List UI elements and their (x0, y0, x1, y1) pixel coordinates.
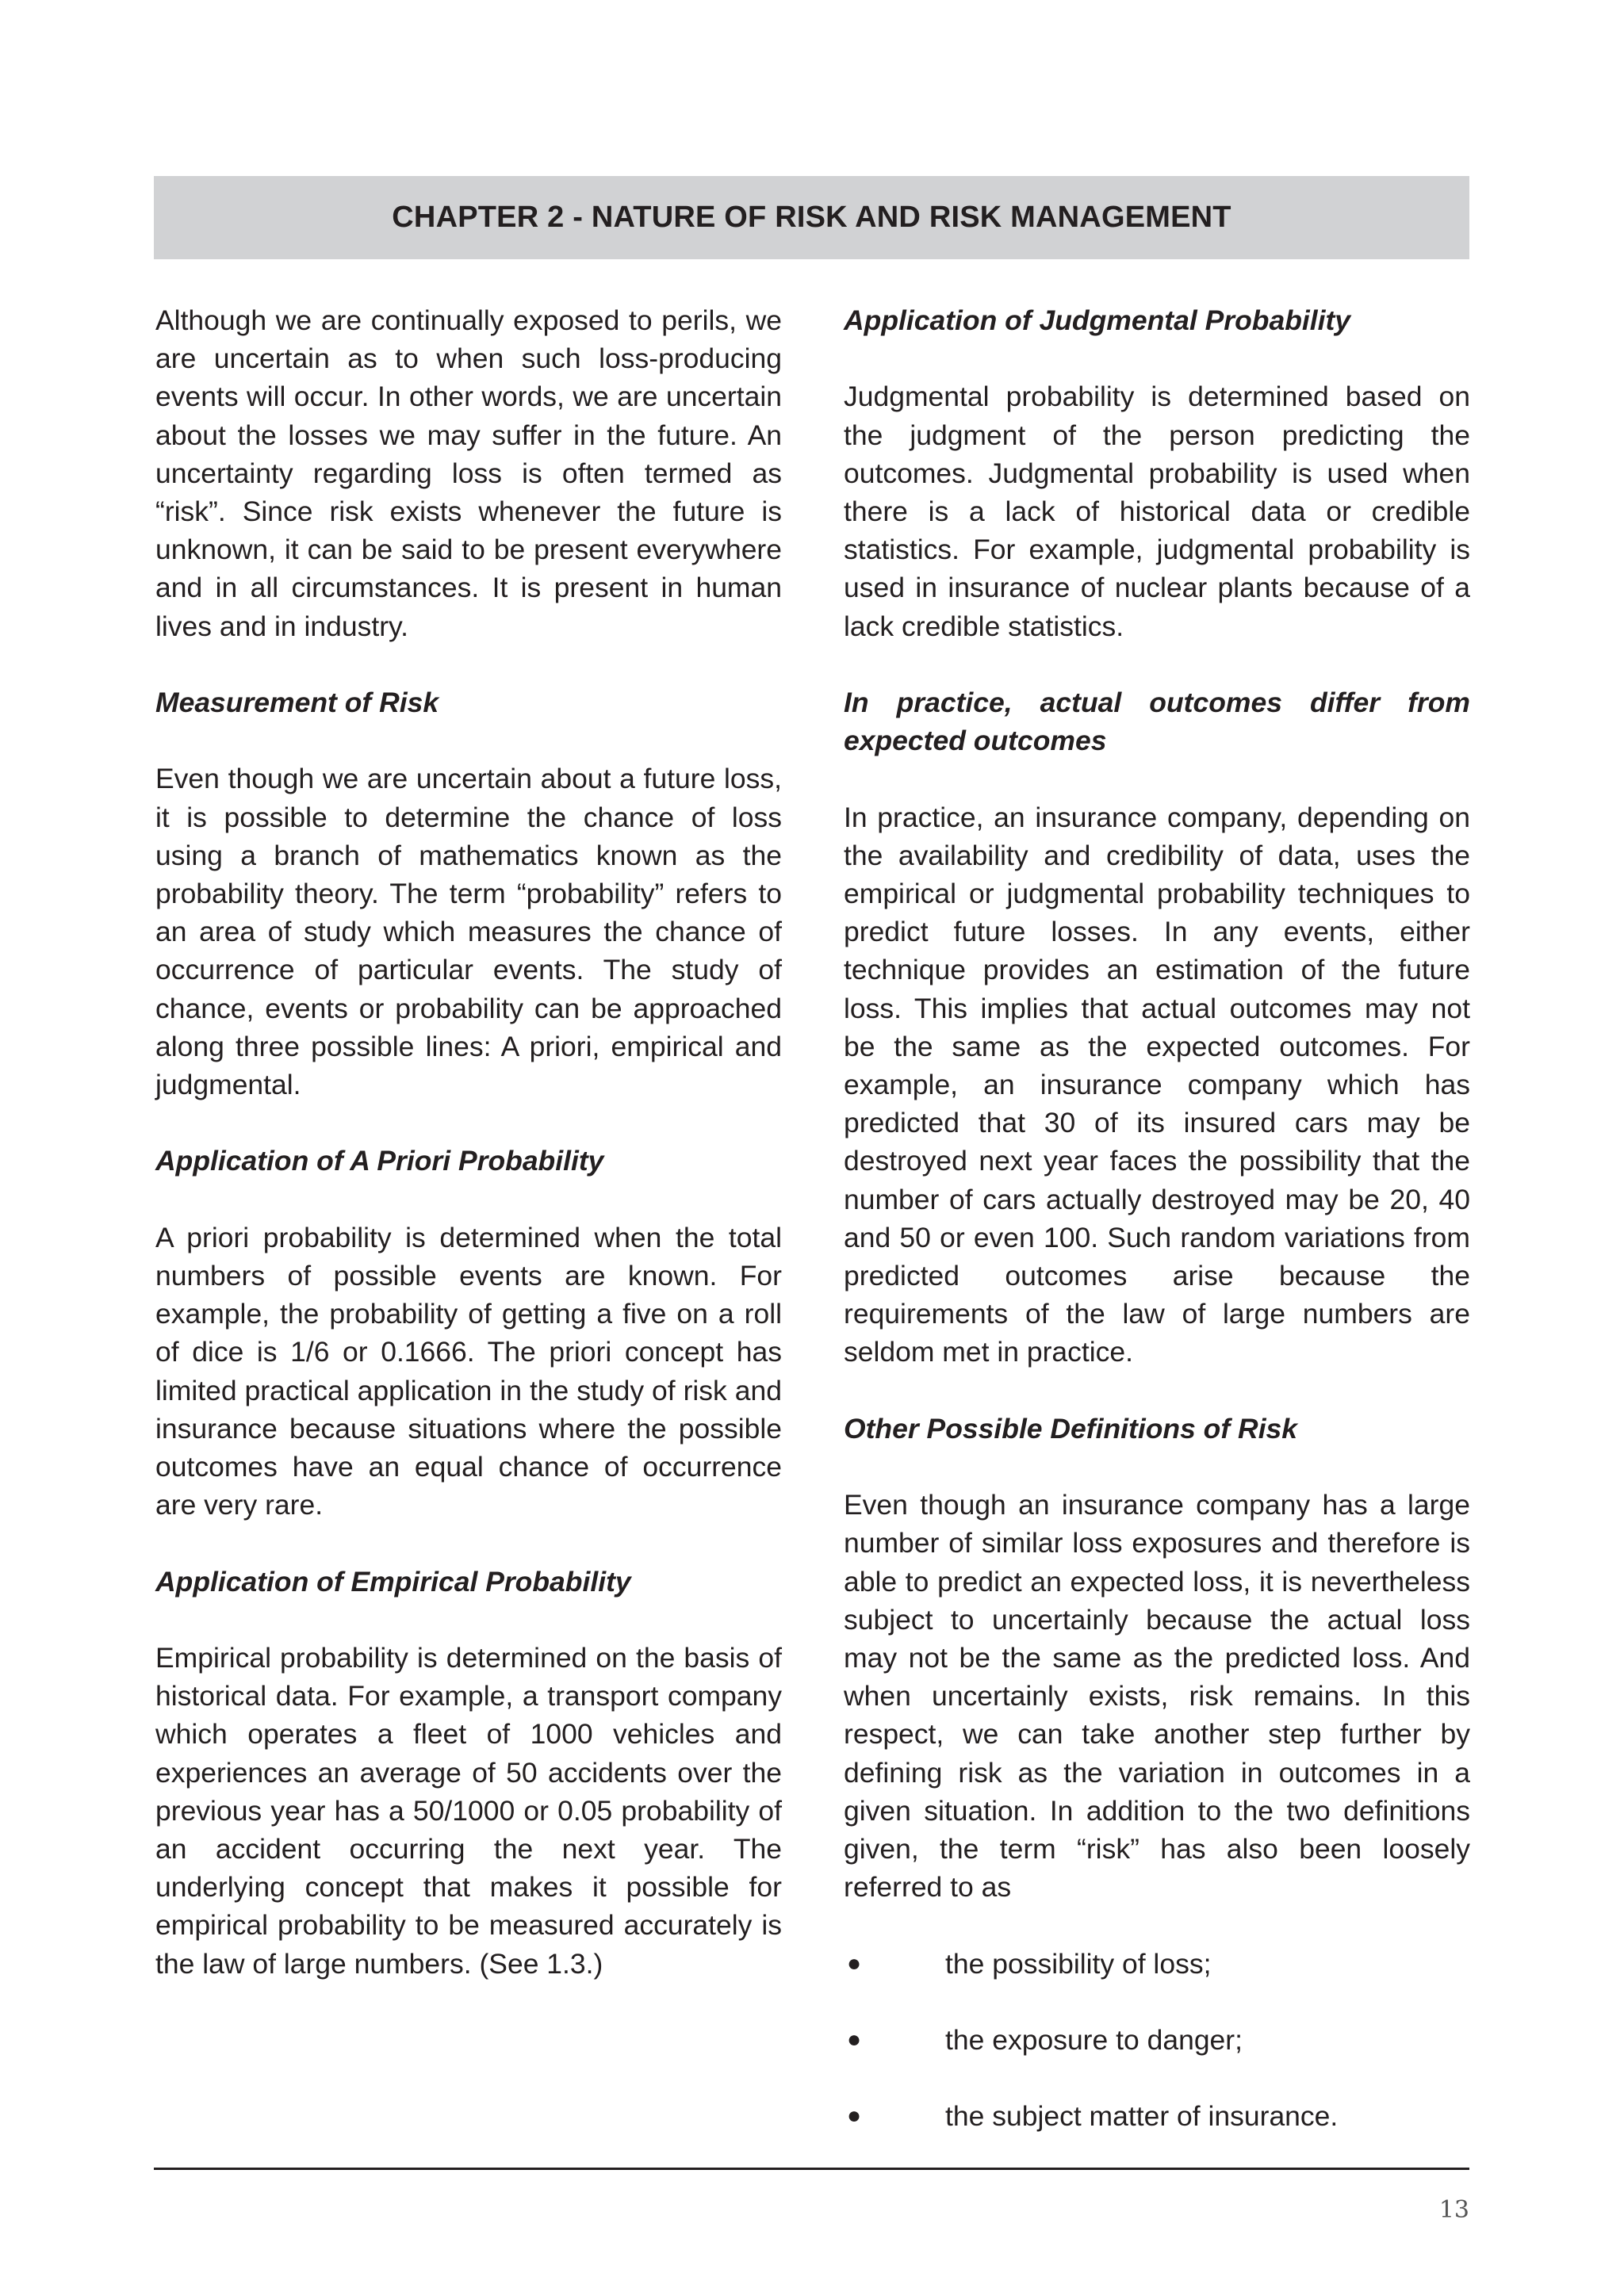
bullet-icon: ● (847, 2103, 862, 2130)
apriori-heading: Application of A Priori Probability (155, 1145, 604, 1177)
other-definitions-heading: Other Possible Definitions of Risk (844, 1412, 1298, 1445)
footer-divider (154, 2168, 1469, 2170)
practice-heading: In practice, actual outcomes differ from expected outcomes (844, 687, 1470, 757)
right-column (844, 301, 1470, 2174)
page-number: 13 (1438, 2196, 1469, 2224)
list-item (844, 1945, 1470, 1983)
judgmental-paragraph: Judgmental probability is determined based on the judgment of the person predicting the outcomes. Judgmental probability is used when there is a lack of historical data or credible statistics. For example, judgmental probability is used in insurance of nuclear plants because of a lack credible statistics. (844, 381, 1470, 642)
bullet-icon: ● (847, 2026, 862, 2053)
judgmental-heading: Application of Judgmental Probability (844, 304, 1351, 336)
list-item-text: the exposure to danger; (945, 2024, 1243, 2057)
apriori-paragraph: A priori probability is determined when the total numbers of possible events are known. For example, the probability of getting a five on a roll of dice is 1/6 or 0.1666. The priori concept has limited practical application in the study of risk and insurance because situations where the possible outcomes have an equal chance of occurrence are very rare. (155, 1221, 782, 1521)
other-definitions-paragraph: Even though an insurance company has a large number of similar loss exposures and therefore is able to predict an expected loss, it is nevertheless subject to uncertainly because the actual loss may not be the same as the predicted loss. And when uncertainly exists, risk remains. In this respect, we can take another step further by defining risk as the variation in outcomes in a given situation. In addition to the two definitions given, the term “risk” has also been loosely referred to as (844, 1489, 1470, 1904)
intro-paragraph: Although we are continually exposed to perils, we are uncertain as to when such loss-producing events will occur. In other words, we are uncertain about the losses we may suffer in the future. An uncertainty regarding loss is often termed as “risk”. Since risk exists whenever the future is unknown, it can be said to be present everywhere and in all circumstances. It is present in human lives and in industry. (155, 304, 782, 642)
bullet-icon: ● (847, 1950, 862, 1976)
list-item-text: the subject matter of insurance. (945, 2100, 1339, 2133)
practice-paragraph: In practice, an insurance company, depending on the availability and credibility of data, uses the empirical or judgmental probability techniques to predict future losses. In any events, either technique provides an estimation of the future loss. This implies that actual outcomes may not be the same as the expected outcomes. For example, an insurance company which has predicted that 30 of its insured cars may be destroyed next year faces the possibility that the number of cars actually destroyed may be 20, 40 and 50 or even 100. Such random variations from predicted outcomes arise because the requirements of the law of large numbers are seldom met in practice. (844, 801, 1470, 1368)
list-item (844, 2021, 1470, 2059)
list-item (844, 2097, 1470, 2135)
chapter-header (154, 176, 1469, 259)
list-item-text: the possibility of loss; (945, 1947, 1212, 1980)
chapter-title: CHAPTER 2 - NATURE OF RISK AND RISK MANAGEMENT (392, 201, 1231, 234)
empirical-heading: Application of Empirical Probability (155, 1565, 631, 1598)
empirical-paragraph: Empirical probability is determined on the basis of historical data. For example, a transport company which operates a fleet of 1000 vehicles and experiences an average of 50 accidents over the previous year has a 50/1000 or 0.05 probability of an accident occurring the next year. The underlying concept that makes it possible for empirical probability to be measured accurately is the law of large numbers. (See 1.3.) (155, 1642, 782, 1980)
left-column (155, 301, 782, 2021)
measurement-heading: Measurement of Risk (155, 687, 439, 719)
measurement-paragraph: Even though we are uncertain about a future loss, it is possible to determine the chance of loss using a branch of mathematics known as the probability theory. The term “probability” refers to an area of study which measures the chance of occurrence of particular events. The study of chance, events or probability can be approached along three possible lines: A priori, empirical and judgmental. (155, 763, 782, 1101)
